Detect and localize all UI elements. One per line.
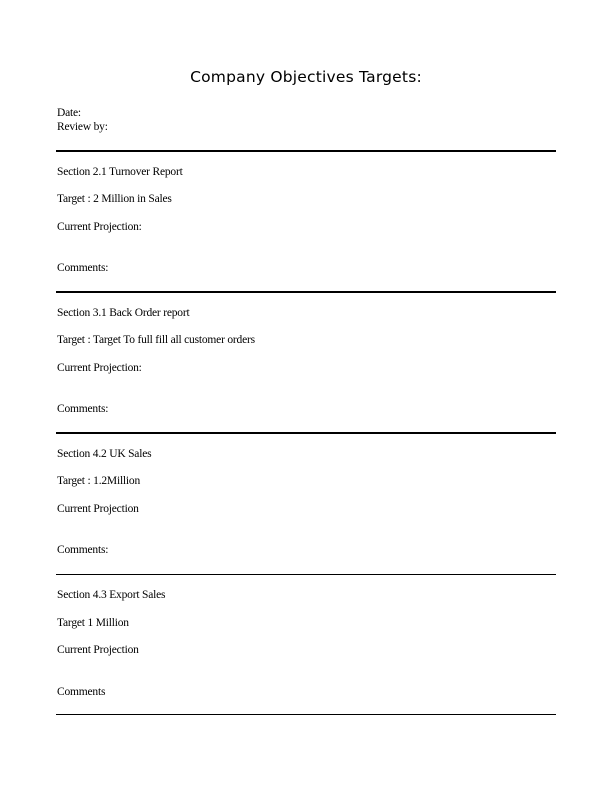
section-target: Target : 1.2Million bbox=[57, 475, 141, 487]
section-projection: Current Projection: bbox=[57, 362, 142, 374]
section-divider bbox=[56, 150, 556, 152]
section-target: Target 1 Million bbox=[57, 617, 129, 629]
section-comments: Comments bbox=[57, 686, 106, 698]
section-comments: Comments: bbox=[57, 403, 109, 415]
section-projection: Current Projection bbox=[57, 503, 139, 515]
section-target: Target : Target To full fill all customer orders bbox=[57, 334, 255, 346]
section-target: Target : 2 Million in Sales bbox=[57, 193, 172, 205]
section-heading: Section 2.1 Turnover Report bbox=[57, 166, 183, 178]
date-label: Date: bbox=[57, 107, 81, 119]
section-heading: Section 3.1 Back Order report bbox=[57, 307, 190, 319]
section-projection: Current Projection bbox=[57, 644, 139, 656]
page-title: Company Objectives Targets: bbox=[190, 68, 422, 86]
review-by-label: Review by: bbox=[57, 121, 108, 133]
section-divider bbox=[56, 432, 556, 434]
section-heading: Section 4.3 Export Sales bbox=[57, 589, 166, 601]
section-comments: Comments: bbox=[57, 544, 109, 556]
section-divider bbox=[56, 574, 556, 575]
section-projection: Current Projection: bbox=[57, 221, 142, 233]
section-heading: Section 4.2 UK Sales bbox=[57, 448, 152, 460]
section-divider bbox=[56, 291, 556, 293]
section-divider bbox=[56, 714, 556, 715]
section-comments: Comments: bbox=[57, 262, 109, 274]
